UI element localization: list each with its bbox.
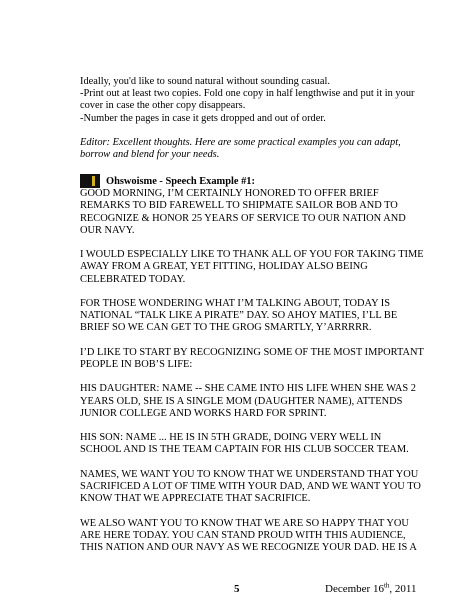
footer-date — [325, 583, 417, 595]
intro-section — [80, 76, 425, 125]
editor-note: Editor: Excellent thoughts. Here are some practical examples you can adapt, borrow and blend for your needs. — [80, 136, 401, 161]
footer-date-year: , 2011 — [389, 583, 417, 595]
footer-date-month-day: December 16 — [325, 583, 384, 595]
intro-line: -Print out at least two copies. Fold one copy in half lengthwise and put it in your cover in case the other copy disappears. — [80, 88, 415, 112]
example-title: Ohswoisme - Speech Example #1: — [106, 176, 255, 188]
speech-paragraph: HIS SON: NAME ... HE IS IN 5TH GRADE, DOING VERY WELL IN SCHOOL AND IS THE TEAM CAPTAIN FOR HIS CLUB SOCCER TEAM. — [80, 432, 409, 456]
intro-line: Ideally, you'd like to sound natural without sounding casual. — [80, 76, 330, 87]
speech-body — [80, 188, 425, 554]
speech-paragraph: I WOULD ESPECIALLY LIKE TO THANK ALL OF YOU FOR TAKING TIME AWAY FROM A GREAT, YET FITTING, HOLIDAY ALSO BEING CELEBRATED TODAY. — [80, 249, 424, 285]
example-header — [80, 174, 425, 188]
insignia-stripe — [92, 176, 95, 186]
speech-paragraph: FOR THOSE WONDERING WHAT I’M TALKING ABOUT, TODAY IS NATIONAL “TALK LIKE A PIRATE” DAY. SO AHOY MATIES, I’LL BE BRIEF SO WE CAN GET TO THE GROG SMARTLY, Y’ARRRRR. — [80, 298, 398, 334]
officer-rank-insignia-icon — [80, 174, 100, 188]
speech-paragraph: I’D LIKE TO START BY RECOGNIZING SOME OF THE MOST IMPORTANT PEOPLE IN BOB’S LIFE: — [80, 346, 424, 371]
page-number: 5 — [234, 583, 240, 595]
speech-paragraph: NAMES, WE WANT YOU TO KNOW THAT WE UNDERSTAND THAT YOU SACRIFICED A LOT OF TIME WITH YOUR DAD, AND WE WANT YOU TO KNOW THAT WE APPRECIATE THAT SACRIFICE. — [80, 468, 421, 505]
speech-paragraph: WE ALSO WANT YOU TO KNOW THAT WE ARE SO HAPPY THAT YOU ARE HERE TODAY. YOU CAN STAND PROUD WITH THIS AUDIENCE, THIS NATION AND OUR NAVY AS WE RECOGNIZE YOUR DAD. HE IS A — [80, 517, 417, 553]
page-content — [80, 76, 425, 566]
speech-paragraph: GOOD MORNING, I’M CERTAINLY HONORED TO OFFER BRIEF REMARKS TO BID FAREWELL TO SHIPMATE SAILOR BOB AND TO RECOGNIZE & HONOR 25 YEARS OF SERVICE TO OUR NATION AND OUR NAVY. — [80, 188, 406, 236]
speech-paragraph: HIS DAUGHTER: NAME -- SHE CAME INTO HIS LIFE WHEN SHE WAS 2 YEARS OLD, SHE IS A SINGLE MOM (DAUGHTER NAME), ATTENDS JUNIOR COLLEGE AND WORKS HARD FOR SPRINT. — [80, 383, 416, 419]
footer-date-ordinal: th — [383, 581, 390, 590]
intro-line: -Number the pages in case it gets dropped and out of order. — [80, 112, 326, 124]
